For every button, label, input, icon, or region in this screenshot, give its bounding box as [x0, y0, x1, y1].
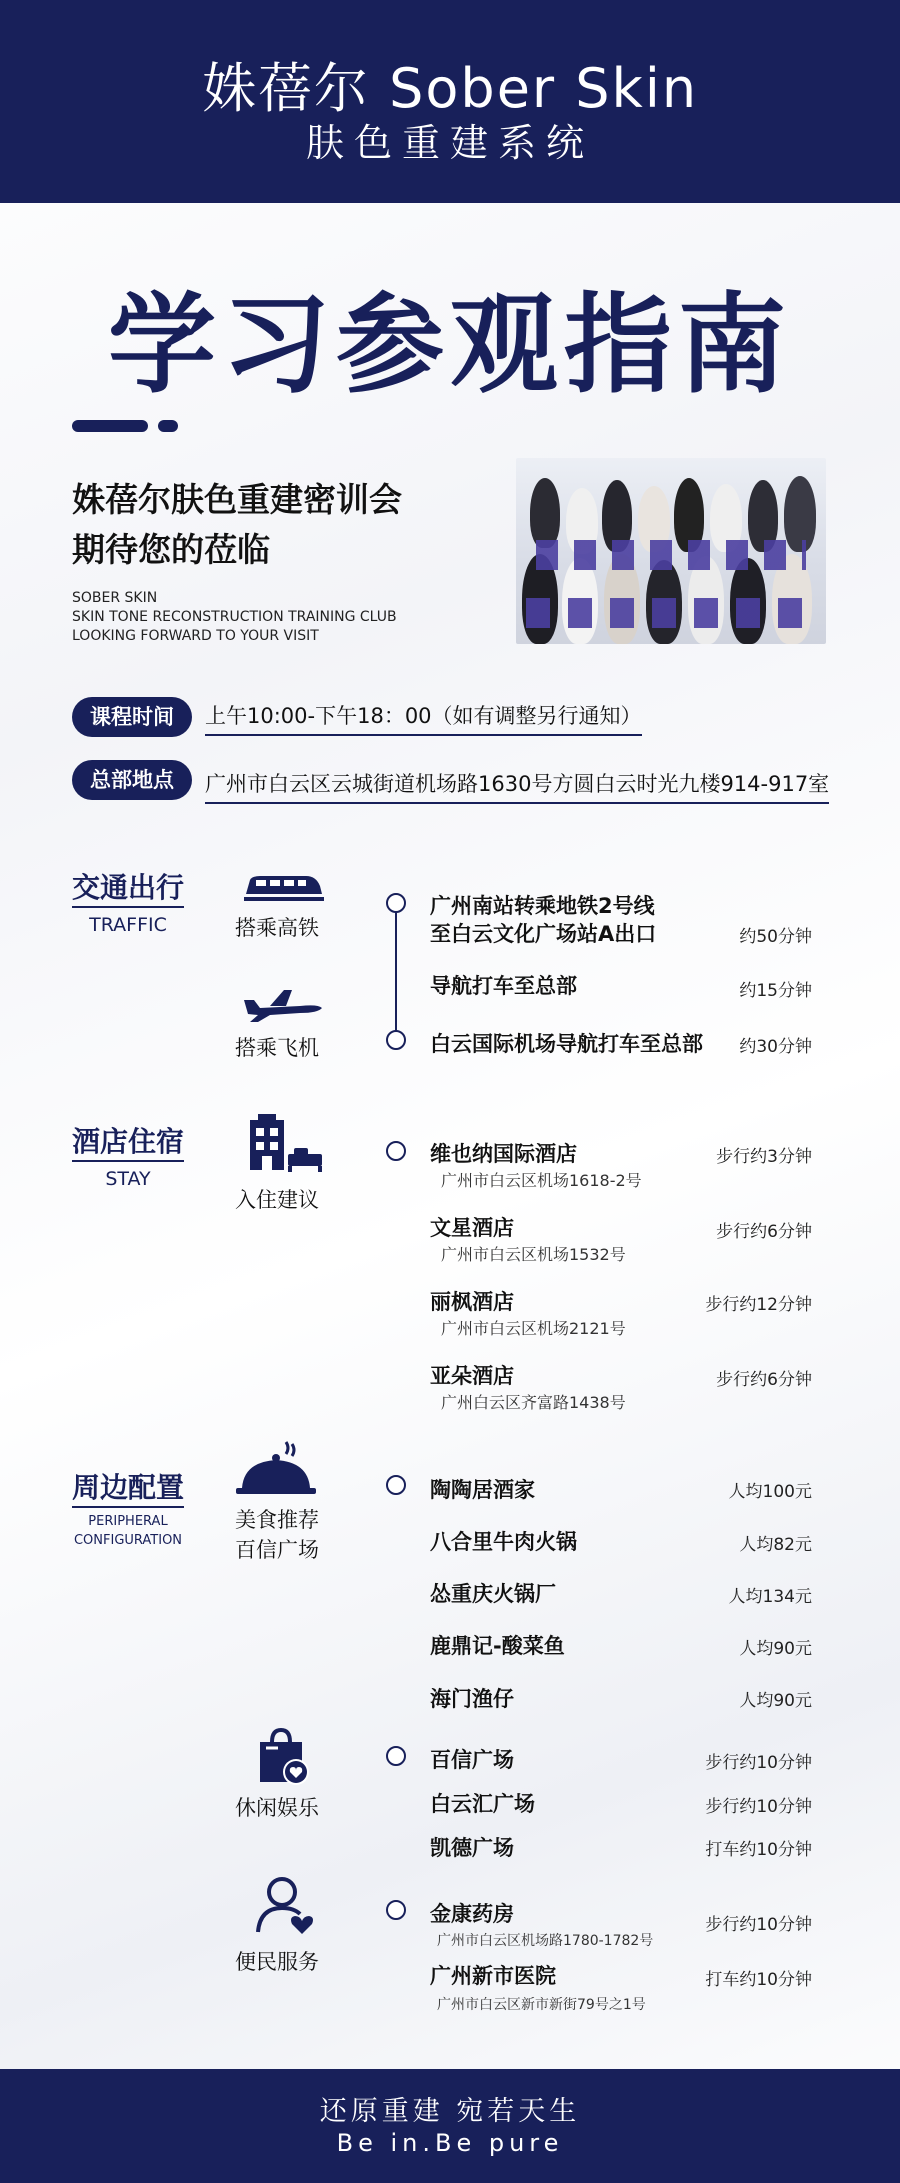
intro-en-2: SKIN TONE RECONSTRUCTION TRAINING CLUB [72, 609, 397, 625]
header-banner [0, 0, 900, 203]
food-name-2: 八合里牛肉火锅 [430, 1530, 577, 1554]
intro-en-3: LOOKING FORWARD TO YOUR VISIT [72, 628, 319, 644]
traffic-route-3: 白云国际机场导航打车至总部 [430, 1032, 703, 1056]
service-name-1: 金康药房 [430, 1902, 514, 1926]
food-price-5: 人均90元 [739, 1691, 812, 1711]
person-heart-icon [254, 1874, 316, 1936]
hotel-addr-1: 广州市白云区机场1618-2号 [441, 1171, 642, 1190]
hotel-dist-3: 步行约12分钟 [705, 1295, 812, 1315]
food-price-4: 人均90元 [739, 1639, 812, 1659]
hotel-name-2: 文星酒店 [430, 1216, 514, 1240]
hotel-name-3: 丽枫酒店 [430, 1290, 514, 1314]
food-label-2: 百信广场 [235, 1538, 319, 1562]
hotel-dist-4: 步行约6分钟 [716, 1370, 812, 1390]
train-label: 搭乘高铁 [235, 916, 319, 940]
leisure-name-1: 百信广场 [430, 1748, 514, 1772]
traffic-time-3: 约30分钟 [739, 1037, 812, 1057]
traffic-route-1b: 至白云文化广场站A出口 [430, 922, 657, 946]
food-label-1: 美食推荐 [235, 1508, 319, 1532]
hotel-icon [246, 1114, 324, 1172]
stay-title: 酒店住宿 [72, 1125, 185, 1158]
food-name-4: 鹿鼎记-酸菜鱼 [430, 1634, 565, 1658]
service-addr-2: 广州市白云区新市新街79号之1号 [437, 1997, 646, 2013]
leisure-name-3: 凯德广场 [430, 1836, 514, 1860]
traffic-timeline [395, 912, 397, 1040]
traffic-title: 交通出行 [72, 871, 185, 904]
footer-slogan: 还原重建 宛若天生 [319, 2096, 581, 2127]
leisure-dist-2: 步行约10分钟 [705, 1797, 812, 1817]
hq-location-label: 总部地点 [72, 760, 192, 800]
timeline-node [386, 1475, 406, 1495]
peripheral-divider [72, 1506, 184, 1508]
footer-slogan-en: Be in.Be pure [336, 2129, 564, 2157]
food-price-2: 人均82元 [739, 1535, 812, 1555]
course-time-value: 上午10:00-下午18：00（如有调整另行通知） [205, 700, 642, 736]
leisure-dist-3: 打车约10分钟 [705, 1840, 812, 1860]
traffic-divider [72, 906, 184, 908]
food-price-3: 人均134元 [728, 1587, 812, 1607]
course-time-label: 课程时间 [72, 697, 192, 737]
hotel-addr-2: 广州市白云区机场1532号 [441, 1245, 626, 1264]
stay-en: STAY [105, 1168, 151, 1190]
service-label: 便民服务 [235, 1950, 319, 1974]
peripheral-title: 周边配置 [72, 1471, 185, 1504]
service-dist-1: 步行约10分钟 [705, 1915, 812, 1935]
train-icon [242, 872, 324, 904]
service-addr-1: 广州市白云区机场路1780-1782号 [437, 1933, 654, 1949]
hotel-dist-1: 步行约3分钟 [716, 1147, 812, 1167]
service-dist-2: 打车约10分钟 [705, 1970, 812, 1990]
traffic-route-1a: 广州南站转乘地铁2号线 [430, 894, 655, 918]
peripheral-en-1: PERIPHERAL [88, 1514, 168, 1529]
plane-label: 搭乘飞机 [235, 1036, 319, 1060]
timeline-node [386, 1141, 406, 1161]
decorative-bar [72, 420, 148, 432]
stay-divider [72, 1160, 184, 1162]
airplane-icon [240, 988, 326, 1022]
hotel-addr-4: 广州白云区齐富路1438号 [441, 1393, 626, 1412]
cloche-icon [234, 1440, 318, 1498]
intro-headline-1: 姝蓓尔肤色重建密训会 [72, 480, 402, 519]
hotel-name-4: 亚朵酒店 [430, 1364, 514, 1388]
footer-banner [0, 2069, 900, 2183]
hotel-dist-2: 步行约6分钟 [716, 1222, 812, 1242]
leisure-label: 休闲娱乐 [235, 1796, 319, 1820]
stay-label: 入住建议 [235, 1188, 319, 1212]
shopping-bag-icon [256, 1728, 312, 1786]
traffic-time-1: 约50分钟 [739, 927, 812, 947]
decorative-dot [158, 420, 178, 432]
traffic-en: TRAFFIC [89, 914, 167, 936]
food-name-5: 海门渔仔 [430, 1687, 514, 1711]
timeline-node [386, 1030, 406, 1050]
traffic-time-2: 约15分钟 [739, 981, 812, 1001]
timeline-node [386, 893, 406, 913]
intro-en-1: SOBER SKIN [72, 590, 158, 606]
timeline-node [386, 1746, 406, 1766]
timeline-node [386, 1900, 406, 1920]
food-name-1: 陶陶居酒家 [430, 1478, 535, 1502]
group-photo [516, 458, 826, 644]
hq-location-value: 广州市白云区云城街道机场路1630号方圆白云时光九楼914-917室 [205, 768, 829, 804]
leisure-name-2: 白云汇广场 [430, 1792, 535, 1816]
brand-name: 姝蓓尔 Sober Skin [201, 57, 699, 120]
hotel-addr-3: 广州市白云区机场2121号 [441, 1319, 626, 1338]
traffic-route-2: 导航打车至总部 [430, 974, 577, 998]
leisure-dist-1: 步行约10分钟 [705, 1753, 812, 1773]
service-name-2: 广州新市医院 [430, 1964, 556, 1988]
food-price-1: 人均100元 [728, 1482, 812, 1502]
hotel-name-1: 维也纳国际酒店 [430, 1142, 577, 1166]
food-name-3: 怂重庆火锅厂 [430, 1582, 556, 1606]
brand-subtitle: 肤色重建系统 [305, 121, 594, 165]
intro-headline-2: 期待您的莅临 [72, 530, 270, 569]
page-title: 学习参观指南 [107, 283, 792, 408]
peripheral-en-2: CONFIGURATION [73, 1533, 183, 1548]
